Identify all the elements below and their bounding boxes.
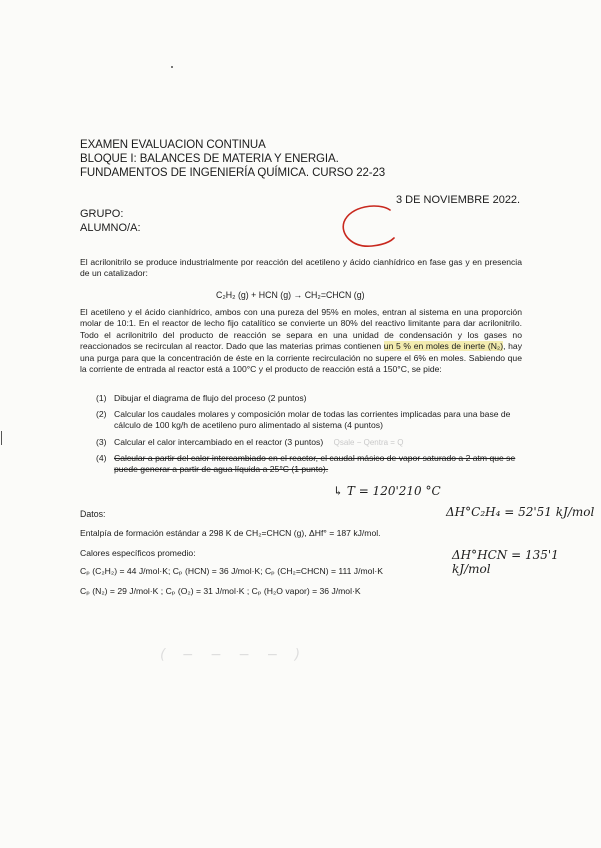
intro-paragraph: El acrilonitrilo se produce industrialmente por reacción del acetileno y ácido cianhídrico en fase gas y en presencia de un catalizador:	[80, 257, 522, 279]
cp-line-1: Cₚ (C₂H₂) = 44 J/mol·K; Cₚ (HCN) = 36 J/mol·K; Cₚ (CH₂=CHCN) = 111 J/mol·K	[80, 566, 383, 576]
question-item	[96, 453, 526, 475]
question-number: (3)	[96, 436, 107, 447]
question-text: Dibujar el diagrama de flujo del proceso (2 puntos)	[114, 393, 307, 403]
reaction-equation: C₂H₂ (g) + HCN (g) → CH₂=CHCN (g)	[216, 290, 365, 300]
cp-line-2: Cₚ (N₂) = 29 J/mol·K ; Cₚ (O₂) = 31 J/mol·K ; Cₚ (H₂O vapor) = 36 J/mol·K	[80, 586, 361, 596]
header-line-2: BLOQUE I: BALANCES DE MATERIA Y ENERGIA.	[80, 153, 339, 165]
question-item	[96, 393, 526, 404]
handwritten-hcn-enthalpy: ΔH°HCN = 135'1 kJ/mol	[452, 548, 559, 576]
header-line-1: EXAMEN EVALUACION CONTINUA	[80, 139, 266, 151]
faint-pencil-scribble: ( − − − − )	[160, 647, 307, 663]
alumno-label: ALUMNO/A:	[80, 222, 141, 234]
exam-header	[80, 138, 385, 180]
problem-text-1: El acetileno y el ácido cianhídrico, ambos con una pureza del 95% en moles, entran al sistema en una proporción molar de 10:1. En el reactor de lecho fijo catalítico se convierte un 80% del reactivo limitante para dar acrilonitrilo. Todo el acrilonitrilo del producto de reacción se separa en una unidad de condensación y los gases no reaccionados se recirculan al reactor. Dado que las materias primas contienen	[80, 307, 522, 352]
question-number: (2)	[96, 409, 107, 420]
scan-speck	[171, 66, 173, 68]
cp-title: Calores específicos promedio:	[80, 548, 196, 558]
question-item	[96, 437, 526, 448]
question-number: (1)	[96, 393, 107, 403]
handwritten-temperature: ↳ T = 120'210 °C	[333, 484, 441, 498]
question-number: (4)	[96, 452, 107, 463]
student-fields	[80, 207, 141, 235]
problem-text-2: , hay una purga para que la concentración de éste en la corriente recirculación no supere el 6% en moles. Sabiendo que la corriente de entrada al reactor está a 100°C y el producto de reacción está a 150°C, se pide:	[80, 341, 522, 375]
question-text: Calcular el calor intercambiado en el reactor (3 puntos)	[114, 436, 324, 447]
datos-title: Datos:	[80, 509, 106, 519]
header-line-3: FUNDAMENTOS DE INGENIERÍA QUÍMICA. CURSO 22-23	[80, 167, 386, 179]
handwritten-c2h4-enthalpy: ΔH°C₂H₄ = 52'51 kJ/mol	[446, 505, 595, 519]
grupo-label: GRUPO:	[80, 208, 124, 220]
exam-date: 3 DE NOVIEMBRE 2022.	[396, 194, 521, 206]
highlighted-inert-text: un 5 % en moles de inerte (N₂)	[383, 341, 504, 352]
problem-statement	[80, 307, 522, 375]
question-text: Calcular a partir del calor intercambiado en el reactor, el caudal másico de vapor saturado a 2 atm que se puede generar a partir de agua líquida a 25°C (1 punto).	[114, 452, 516, 475]
question-text: Calcular los caudales molares y composición molar de todas las corrientes implicadas para una base de cálculo de 100 kg/h de acetileno puro alimentado al sistema (4 puntos)	[114, 409, 511, 431]
question-list	[96, 393, 526, 480]
enthalpy-data: Entalpía de formación estándar a 298 K de CH₂=CHCN (g), ΔHf° = 187 kJ/mol.	[80, 528, 381, 538]
question-item	[96, 409, 526, 431]
red-circle-annotation	[338, 204, 400, 250]
faint-pencil-note: Qsale − Qentra = Q	[333, 437, 404, 447]
scan-edge-mark	[1, 431, 2, 445]
